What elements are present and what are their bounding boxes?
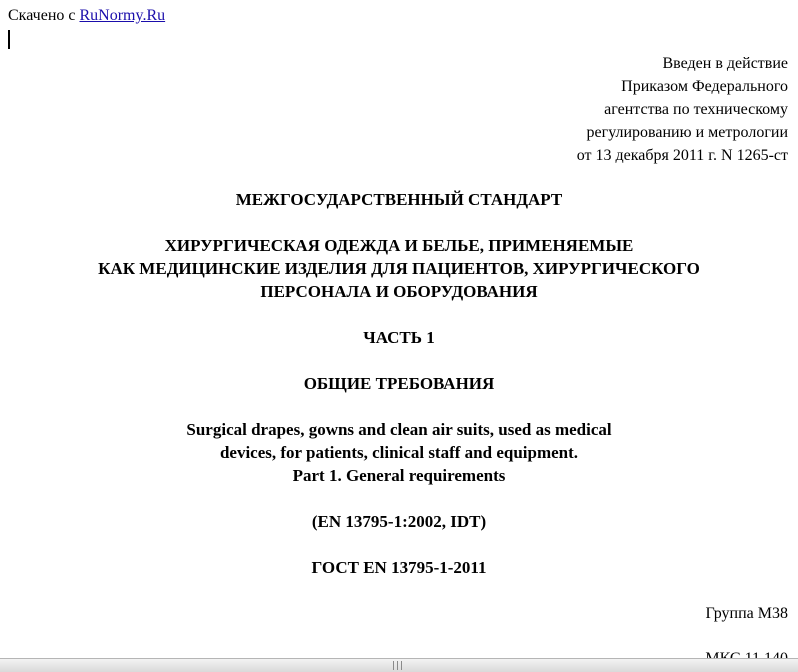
group-label: Группа М38 [705, 605, 788, 622]
standard-designation: ГОСТ EN 13795-1-2011 [311, 558, 487, 577]
runormy-link[interactable]: RuNormy.Ru [79, 7, 166, 24]
part-title-heading: ОБЩИЕ ТРЕБОВАНИЯ [303, 374, 495, 393]
horizontal-scrollbar[interactable] [0, 658, 798, 672]
equivalence-note: (EN 13795-1:2002, IDT) [311, 512, 487, 531]
source-line [8, 6, 165, 26]
english-title-line: devices, for patients, clinical staff and equipment. [219, 443, 579, 462]
title-line: КАК МЕДИЦИНСКИЕ ИЗДЕЛИЯ ДЛЯ ПАЦИЕНТОВ, ХИРУРГИЧЕСКОГО [98, 259, 700, 278]
introduction-line: регулированию и метрологии [586, 124, 788, 141]
introduction-line: агентства по техническому [604, 101, 788, 118]
introduction-line: Введен в действие [662, 55, 788, 72]
title-line: ПЕРСОНАЛА И ОБОРУДОВАНИЯ [260, 282, 538, 301]
text-cursor [8, 30, 10, 49]
scrollbar-grip-icon[interactable] [393, 661, 405, 670]
source-prefix: Скачено с [8, 7, 80, 24]
introduction-note [577, 52, 788, 167]
english-title-line: Surgical drapes, gowns and clean air suits, used as medical [186, 420, 612, 439]
part-heading: ЧАСТЬ 1 [363, 328, 435, 347]
introduction-line: от 13 декабря 2011 г. N 1265-ст [576, 147, 788, 164]
english-title-line: Part 1. General requirements [292, 466, 506, 485]
title-line: ХИРУРГИЧЕСКАЯ ОДЕЖДА И БЕЛЬЕ, ПРИМЕНЯЕМЫЕ [164, 236, 634, 255]
standard-type-heading: МЕЖГОСУДАРСТВЕННЫЙ СТАНДАРТ [235, 190, 563, 209]
introduction-line: Приказом Федерального [621, 78, 788, 95]
